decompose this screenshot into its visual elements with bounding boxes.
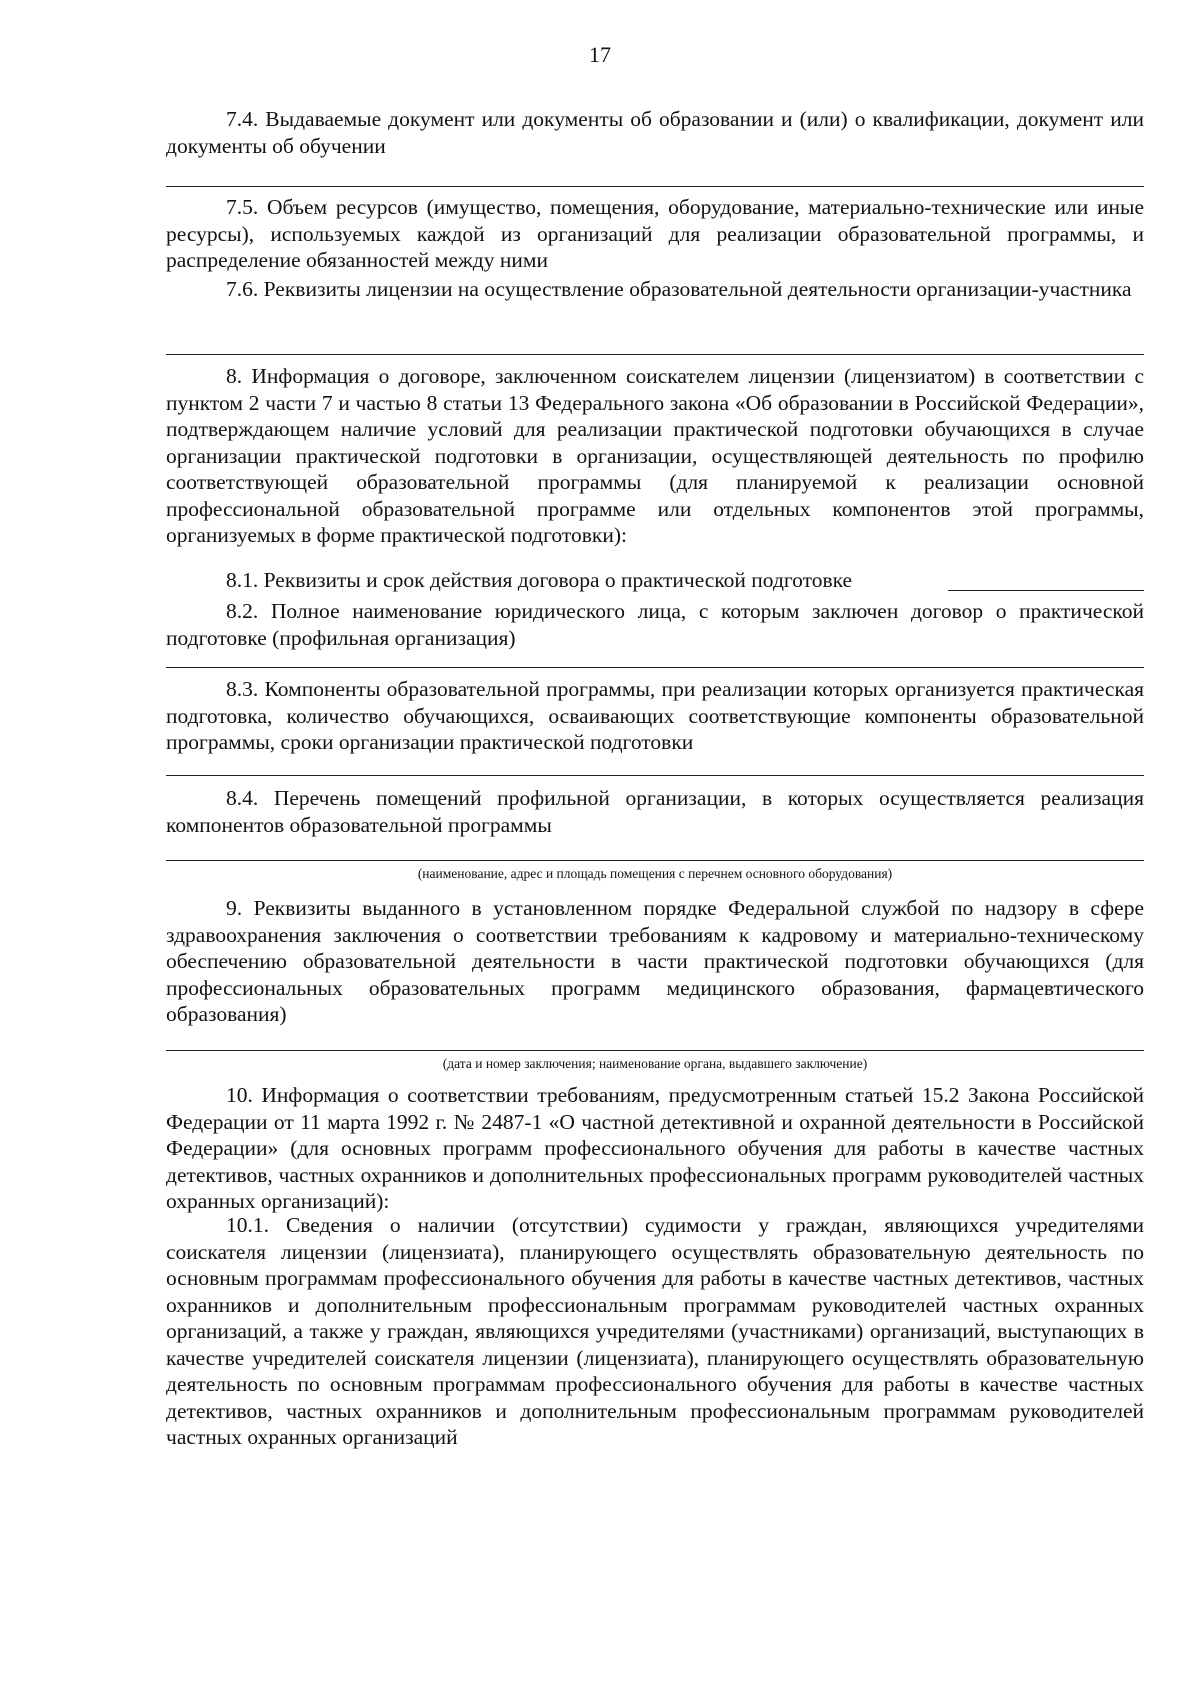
fill-line-8-3 (166, 775, 1144, 776)
paragraph-10-1: 10.1. Сведения о наличии (отсутствии) судимости у граждан, являющихся учредителями соискателя лицензии (лицензиата), планирующего осуществлять образовательную деятельность по основным программам профессионального обучения для работы в качестве частных детективов, частных охранников и дополнительным профессиональным программам руководителей частных охранных организаций, а также у граждан, являющихся учредителями (участниками) организаций, выступающих в качестве учредителей соискателя лицензии (лицензиата), планирующего осуществлять образовательную деятельность по основным программам профессионального обучения для работы в качестве частных детективов, частных охранников и дополнительным профессиональным программам руководителей частных охранных организаций (166, 1213, 1144, 1449)
paragraph-8: 8. Информация о договоре, заключенном соискателем лицензии (лицензиатом) в соответствии с пунктом 2 части 7 и частью 8 статьи 13 Федерального закона «Об образовании в Российской Федерации», подтверждающем наличие условий для реализации практической подготовки обучающихся в случае организации практической подготовки в организации, осуществляющей деятельность по профилю соответствующей образовательной программы (для планируемой к реализации основной профессиональной образовательной программе или отдельных компонентов этой программы, организуемых в форме практической подготовки): (166, 364, 1144, 547)
fill-line-8-1 (948, 590, 1144, 591)
fill-line-7-6 (166, 354, 1144, 355)
caption-8-4: (наименование, адрес и площадь помещения с перечнем основного оборудования) (417, 866, 893, 881)
paragraph-8-1: 8.1. Реквизиты и срок действия договора о практической подготовке (226, 568, 853, 592)
fill-line-9 (166, 1050, 1144, 1051)
paragraph-10: 10. Информация о соответствии требованиям, предусмотренным статьей 15.2 Закона Российской Федерации от 11 марта 1992 г. № 2487-1 «О частной детективной и охранной деятельности в Российской Федерации» (для основных программ профессионального обучения для работы в качестве частных детективов, частных охранников и дополнительных профессиональных программ руководителей частных охранных организаций): (166, 1083, 1144, 1213)
paragraph-7-4: 7.4. Выдаваемые документ или документы об образовании и (или) о квалификации, документ или документы об обучении (166, 107, 1144, 158)
caption-9: (дата и номер заключения; наименование органа, выдавшего заключение) (442, 1056, 868, 1071)
paragraph-8-2: 8.2. Полное наименование юридического лица, с которым заключен договор о практической подготовке (профильная организация) (166, 599, 1144, 650)
paragraph-9: 9. Реквизиты выданного в установленном порядке Федеральной службой по надзору в сфере здравоохранения заключения о соответствии требованиям к кадровому и материально-техническому обеспечению образовательной деятельности в части практической подготовки обучающихся (для профессиональных образовательных программ медицинского образования, фармацевтического образования) (166, 896, 1144, 1026)
paragraph-7-6: 7.6. Реквизиты лицензии на осуществление образовательной деятельности организации-участника (226, 277, 1132, 301)
fill-line-8-4 (166, 860, 1144, 861)
fill-line-7-4 (166, 186, 1144, 187)
paragraph-8-3: 8.3. Компоненты образовательной программы, при реализации которых организуется практическая подготовка, количество обучающихся, осваивающих соответствующие компоненты образовательной программы, сроки организации практической подготовки (166, 677, 1144, 754)
paragraph-7-5: 7.5. Объем ресурсов (имущество, помещения, оборудование, материально-технические или иные ресурсы), используемых каждой из организаций для реализации образовательной программы, и распределение обязанностей между ними (166, 195, 1144, 272)
fill-line-8-2 (166, 667, 1144, 668)
page-number: 17 (589, 42, 611, 67)
paragraph-8-4: 8.4. Перечень помещений профильной организации, в которых осуществляется реализация компонентов образовательной программы (166, 786, 1144, 837)
